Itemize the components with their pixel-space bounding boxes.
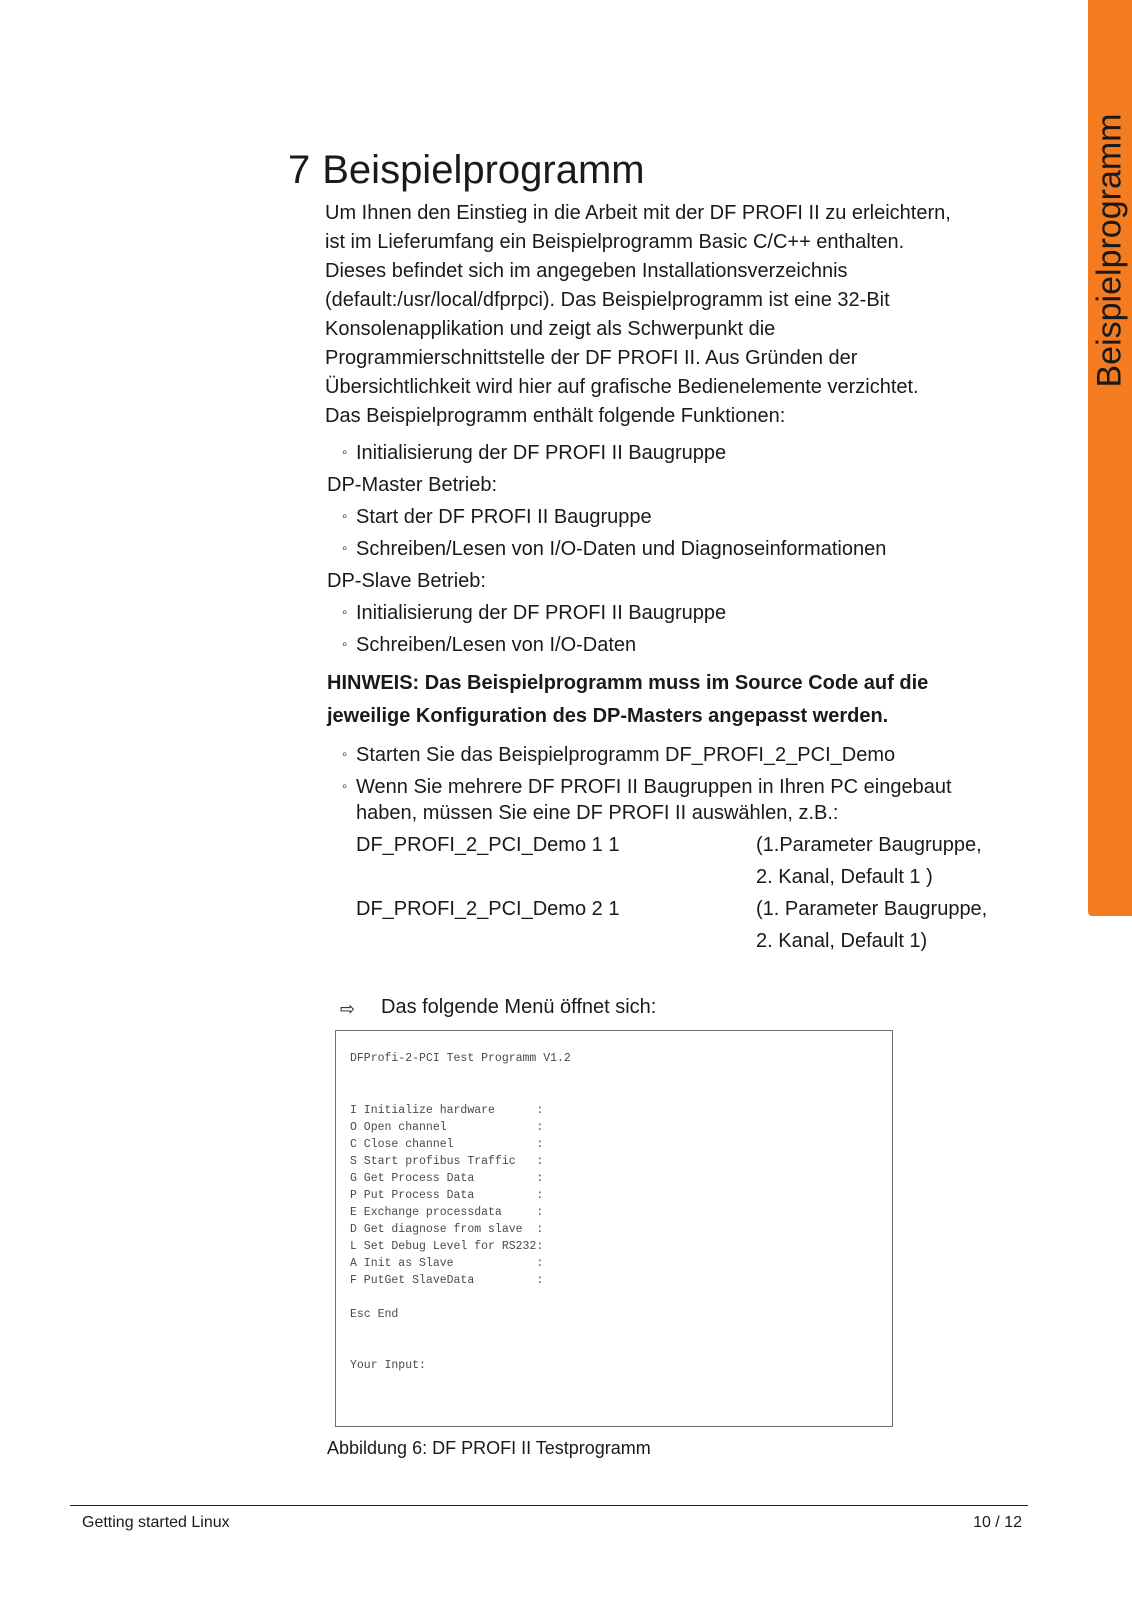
intro-line: Das Beispielprogramm enthält folgende Funktionen: xyxy=(325,405,786,427)
terminal-menu-item: G Get Process Data : xyxy=(350,1172,544,1185)
chapter-side-tab-label-wrap xyxy=(1090,92,1130,408)
intro-line: Programmierschnittstelle der DF PROFI II. Aus Gründen der xyxy=(325,347,858,369)
master-heading: DP-Master Betrieb: xyxy=(327,474,498,496)
example-command: DF_PROFI_2_PCI_Demo 2 1 xyxy=(356,898,620,920)
right-arrow-icon: ⇨ xyxy=(340,999,356,1019)
terminal-esc: Esc End xyxy=(350,1308,399,1321)
footer-divider xyxy=(70,1505,1028,1506)
terminal-screenshot xyxy=(335,1030,893,1427)
slave-heading: DP-Slave Betrieb: xyxy=(327,570,486,592)
footer-document-title: Getting started Linux xyxy=(82,1514,230,1531)
terminal-menu-item: A Init as Slave : xyxy=(350,1257,544,1270)
terminal-title: DFProfi-2-PCI Test Programm V1.2 xyxy=(350,1052,571,1065)
page-title xyxy=(288,148,645,192)
bullet-item: ◦ Initialisierung der DF PROFI II Baugruppe xyxy=(356,440,726,466)
intro-paragraph xyxy=(325,199,1025,431)
chapter-side-tab-label: Beispielprogramm xyxy=(1090,113,1129,387)
terminal-menu-item: O Open channel : xyxy=(350,1121,544,1134)
bullet-item: ◦ Initialisierung der DF PROFI II Baugruppe xyxy=(356,600,726,626)
bullet-continuation: haben, müssen Sie eine DF PROFI II auswählen, z.B.: xyxy=(356,802,839,824)
example-note: 2. Kanal, Default 1) xyxy=(756,930,928,952)
intro-line: Konsolenapplikation und zeigt als Schwerpunkt die xyxy=(325,318,776,340)
footer-page-number: 10 / 12 xyxy=(973,1514,1022,1531)
note-line: jeweilige Konfiguration des DP-Masters angepasst werden. xyxy=(327,705,889,727)
bullet-item: ◦ Schreiben/Lesen von I/O-Daten xyxy=(356,632,636,658)
figure-caption: Abbildung 6: DF PROFI II Testprogramm xyxy=(327,1438,651,1458)
example-note: 2. Kanal, Default 1 ) xyxy=(756,866,933,888)
terminal-menu-item: I Initialize hardware : xyxy=(350,1104,544,1117)
terminal-menu-item: E Exchange processdata : xyxy=(350,1206,544,1219)
example-command: DF_PROFI_2_PCI_Demo 1 1 xyxy=(356,834,620,856)
terminal-menu-item: D Get diagnose from slave : xyxy=(350,1223,544,1236)
intro-line: ist im Lieferumfang ein Beispielprogramm Basic C/C++ enthalten. xyxy=(325,231,905,253)
note-line: HINWEIS: Das Beispielprogramm muss im Source Code auf die xyxy=(327,672,929,694)
intro-line: Dieses befindet sich im angegeben Installationsverzeichnis xyxy=(325,260,848,282)
bullet-item: ◦ Wenn Sie mehrere DF PROFI II Baugruppen in Ihren PC eingebaut xyxy=(356,774,952,800)
bullet-item: ◦ Schreiben/Lesen von I/O-Daten und Diagnoseinformationen xyxy=(356,536,886,562)
terminal-menu-item: C Close channel : xyxy=(350,1138,544,1151)
terminal-prompt: Your Input: xyxy=(350,1359,426,1372)
terminal-menu-item: S Start profibus Traffic : xyxy=(350,1155,544,1168)
intro-line: Übersichtlichkeit wird hier auf grafische Bedienelemente verzichtet. xyxy=(325,376,919,398)
example-note: (1. Parameter Baugruppe, xyxy=(756,898,988,920)
intro-line: (default:/usr/local/dfprpci). Das Beispielprogramm ist eine 32-Bit xyxy=(325,289,890,311)
chapter-title: Beispielprogramm xyxy=(322,148,645,192)
intro-line: Um Ihnen den Einstieg in die Arbeit mit der DF PROFI II zu erleichtern, xyxy=(325,202,951,224)
bullet-item: ◦ Start der DF PROFI II Baugruppe xyxy=(356,504,652,530)
terminal-menu-item: P Put Process Data : xyxy=(350,1189,544,1202)
bullet-item: ◦ Starten Sie das Beispielprogramm DF_PROFI_2_PCI_Demo xyxy=(356,742,895,768)
terminal-menu-item: F PutGet SlaveData : xyxy=(350,1274,544,1287)
example-note: (1.Parameter Baugruppe, xyxy=(756,834,982,856)
chapter-number: 7 xyxy=(288,148,311,192)
result-text: Das folgende Menü öffnet sich: xyxy=(381,996,657,1018)
terminal-menu-item: L Set Debug Level for RS232: xyxy=(350,1240,544,1253)
